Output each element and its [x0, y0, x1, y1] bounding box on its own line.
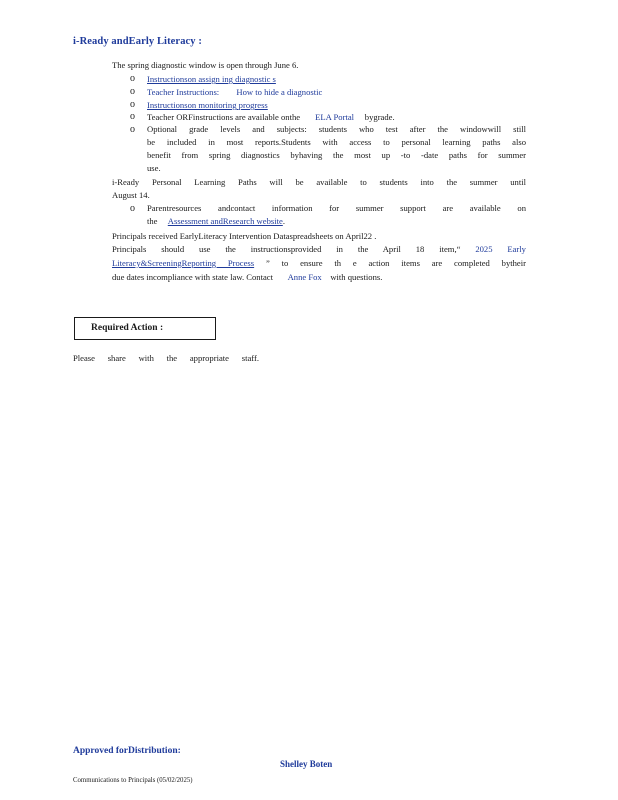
bullet-text-line [112, 243, 526, 256]
bullet-text-line [112, 271, 526, 284]
bullet-text: ” to ensure th e action items are completed bytheir [265, 258, 526, 268]
sub-item-text: Teacher ORFinstructions are available onthe [147, 112, 301, 122]
circle-bullet-icon: o [130, 99, 135, 110]
required-action-text: Please share with the appropriate staff. [73, 353, 259, 363]
hide-diagnostic-link[interactable]: How to hide a diagnostic [236, 87, 323, 97]
approval-label: Approved forDistribution: [73, 746, 181, 756]
bullet-text-line: i-Ready Personal Learning Paths will be available to students into the summer until [112, 177, 526, 187]
sub-item [147, 99, 526, 112]
sub-item-line [147, 215, 526, 228]
sub-item [147, 86, 526, 99]
bullet-text: Principals should use the instructionsprovided in the April 18 item,“ [112, 244, 461, 254]
sub-item [147, 73, 526, 86]
early-literacy-link-end[interactable]: Literacy&ScreeningReporting Process [112, 258, 255, 268]
section-heading: i-Ready andEarly Literacy : [73, 36, 202, 47]
sub-item-line: benefit from spring diagnostics byhaving the most up -to -date paths for summer [147, 150, 526, 160]
anne-fox-contact-link[interactable]: Anne Fox [287, 272, 322, 282]
early-literacy-link-start[interactable]: 2025 Early [475, 244, 526, 254]
circle-bullet-icon: o [130, 73, 135, 84]
circle-bullet-icon: o [130, 124, 135, 135]
sub-item-line: be included in most reports.Students with access to personal learning paths also [147, 137, 526, 147]
sub-item [147, 111, 526, 124]
circle-bullet-icon: o [130, 86, 135, 97]
ela-portal-link[interactable]: ELA Portal [315, 112, 355, 122]
bullet-text: with questions. [330, 272, 383, 282]
circle-bullet-icon: o [130, 111, 135, 122]
sub-item-text: . [282, 216, 285, 226]
sub-item-line: use. [147, 163, 161, 173]
bullet-text: The spring diagnostic window is open through June 6. [112, 60, 299, 70]
sub-item-line: Optional grade levels and subjects: students who test after the windowwill still [147, 124, 526, 134]
bullet-text-line: August 14. [112, 190, 150, 200]
assign-diagnostics-link[interactable]: Instructionson assign ing diagnostic s [147, 74, 276, 84]
bullet-text-line [112, 257, 526, 270]
circle-bullet-icon: o [130, 203, 135, 214]
bullet-text: due dates incompliance with state law. Contact [112, 272, 274, 282]
monitoring-progress-link[interactable]: Instructionson monitoring progress [147, 100, 268, 110]
sub-item-text: the [147, 216, 158, 226]
bullet-text-line: Principals received EarlyLiteracy Intervention Dataspreadsheets on April22 . [112, 231, 377, 241]
required-action-box: Required Action : [74, 317, 216, 340]
sub-item-text: bygrade. [364, 112, 395, 122]
footer-text: Communications to Principals (05/02/2025) [73, 777, 193, 784]
sub-item-line: Parentresources andcontact information for summer support are available on [147, 203, 526, 213]
assessment-research-website-link[interactable]: Assessment andResearch website [167, 216, 283, 226]
sub-item-label: Teacher Instructions: [147, 87, 220, 97]
approver-name: Shelley Boten [280, 759, 333, 769]
